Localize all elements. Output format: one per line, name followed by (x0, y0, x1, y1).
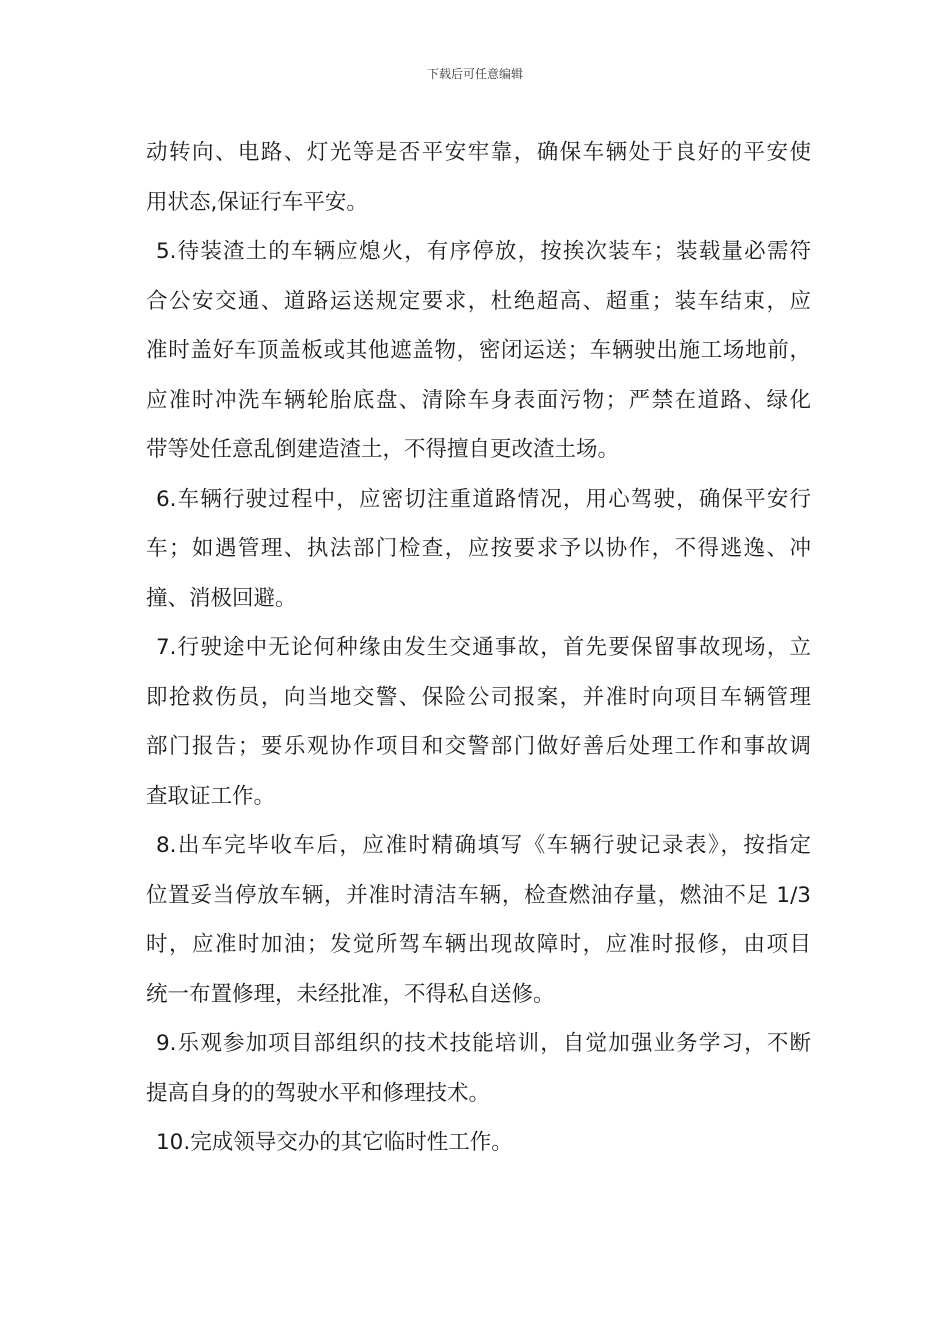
text-line: 带等处任意乱倒建造渣土，不得擅自更改渣土场。 (146, 437, 620, 462)
text-line: 6.车辆行驶过程中，应密切注重道路情况，用心驾驶，确保平安行 (156, 486, 811, 512)
text-line: 即抢救伤员，向当地交警、保险公司报案，并准时向项目车辆管理 (146, 684, 811, 710)
text-line: 时，应准时加油；发觉所驾车辆出现故障时，应准时报修，由项目 (146, 932, 811, 957)
text-line: 7.行驶途中无论何种缘由发生交通事故，首先要保留事故现场，立 (156, 635, 811, 660)
text-line: 5.待装渣土的车辆应熄火，有序停放，按挨次装车；装载量必需符 (156, 239, 811, 264)
text-line: 查取证工作。 (146, 783, 276, 809)
text-line: 应准时冲洗车辆轮胎底盘、清除车身表面污物；严禁在道路、绿化 (146, 387, 811, 413)
text-line: 8.出车完毕收车后，应准时精确填写《车辆行驶记录表》，按指定 (156, 833, 811, 858)
text-line: 撞、消极回避。 (146, 585, 297, 611)
text-line: 用状态,保证行车平安。 (146, 189, 368, 215)
document-body (146, 128, 811, 1168)
text-line: 统一布置修理，未经批准，不得私自送修。 (146, 981, 555, 1007)
text-line: 动转向、电路、灯光等是否平安牢靠，确保车辆处于良好的平安使 (146, 140, 811, 165)
text-line: 合公安交通、道路运送规定要求，杜绝超高、超重；装车结束，应 (146, 288, 811, 314)
page-header: 下载后可任意编辑 (426, 67, 523, 81)
text-line: 位置妥当停放车辆，并准时清洁车辆，检查燃油存量，燃油不足 1/3 (146, 882, 811, 908)
text-line: 10.完成领导交办的其它临时性工作。 (156, 1130, 513, 1155)
text-line: 部门报告；要乐观协作项目和交警部门做好善后处理工作和事故调 (146, 734, 811, 759)
text-line: 9.乐观参加项目部组织的技术技能培训，自觉加强业务学习，不断 (156, 1031, 811, 1056)
text-line: 车；如遇管理、执法部门检查，应按要求予以协作，不得逃逸、冲 (146, 536, 811, 561)
text-line: 提高自身的的驾驶水平和修理技术。 (146, 1080, 491, 1106)
text-line: 准时盖好车顶盖板或其他遮盖物，密闭运送；车辆驶出施工场地前， (146, 338, 811, 363)
